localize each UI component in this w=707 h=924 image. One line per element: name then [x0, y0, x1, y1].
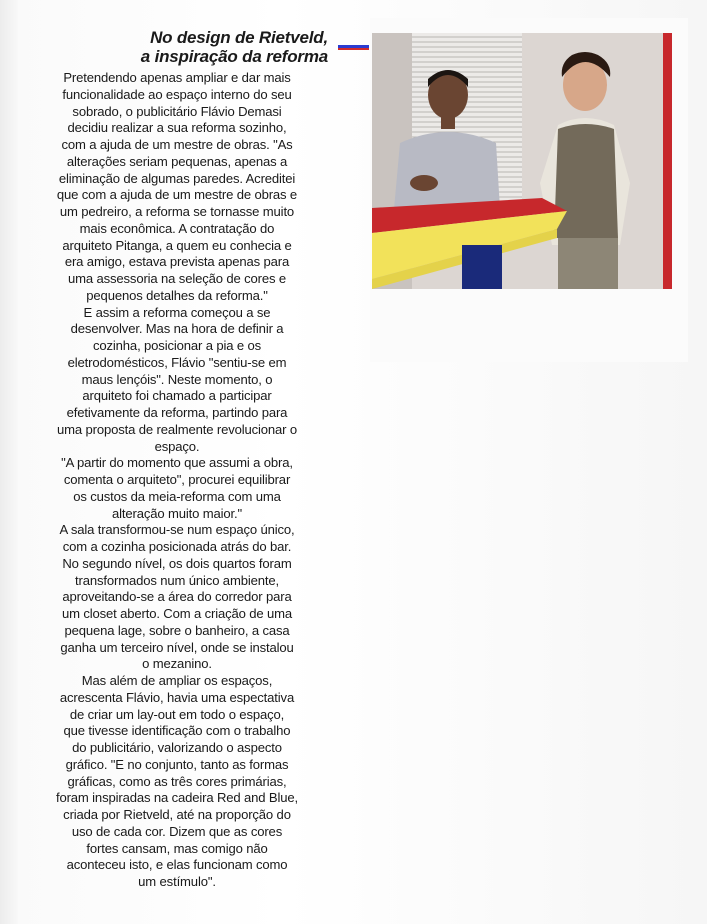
body-line: uma proposta de realmente revolucionar o: [56, 421, 297, 437]
body-line: com a cozinha posicionada atrás do bar.: [62, 539, 292, 554]
article-body: [20, 70, 334, 891]
body-line: decidiu realizar a sua reforma sozinho,: [67, 120, 287, 136]
body-line: maus lençóis". Neste momento, o: [81, 371, 273, 387]
photo-illustration: [372, 33, 672, 289]
body-line: eletrodomésticos, Flávio "sentiu-se em: [67, 354, 287, 370]
body-line: do publicitário, valorizando o aspecto: [72, 740, 282, 755]
body-line: efetivamente da reforma, partindo para: [66, 405, 288, 420]
body-line: alteração muito maior.": [111, 505, 242, 521]
body-line: fortes cansam, mas comigo não: [86, 840, 268, 856]
body-line: acrescenta Flávio, havia uma espectativa: [59, 689, 295, 705]
body-line: uso de cada cor. Dizem que as cores: [71, 823, 283, 839]
article-photo: [372, 33, 672, 289]
body-line: de criar um lay-out em todo o espaço,: [69, 706, 285, 722]
body-line: com a ajuda de um mestre de obras. "As: [61, 137, 293, 152]
body-line: que com a ajuda de um mestre de obras e: [56, 187, 298, 203]
body-line: cozinha, posicionar a pia e os: [92, 338, 261, 353]
body-line: alterações seriam pequenas, apenas a: [66, 153, 288, 169]
body-line: pequena lage, sobre o banheiro, a casa: [64, 622, 290, 638]
body-line: uma assessoria na seleção de cores e: [67, 271, 287, 286]
body-line: foram inspiradas na cadeira Red and Blue,: [55, 790, 299, 806]
body-line: espaço.: [154, 438, 200, 454]
article-headline: [60, 28, 328, 66]
body-line: A sala transformou-se num espaço único,: [59, 522, 295, 538]
body-line: arquiteto foi chamado a participar: [82, 388, 272, 404]
body-line: gráficas, como as três cores primárias,: [67, 773, 287, 789]
body-line: um closet aberto. Com a criação de uma: [61, 606, 293, 621]
body-line: E assim a reforma começou a se: [83, 304, 271, 320]
headline-line-1: No design de Rietveld,: [150, 28, 328, 47]
body-line: desenvolver. Mas na hora de definir a: [70, 321, 284, 337]
body-line: mais econômica. A contratação do: [79, 220, 275, 236]
body-line: os custos da meia-reforma com uma: [73, 488, 281, 504]
body-line: comenta o arquiteto", procurei equilibrar: [63, 472, 291, 487]
body-line: aconteceu isto, e elas funcionam como: [66, 857, 288, 873]
body-line: arquiteto Pitanga, a quem eu conhecia e: [62, 237, 292, 253]
body-line: transformados num único ambiente,: [75, 572, 279, 588]
body-line: Pretendendo apenas ampliar e dar mais: [63, 70, 291, 85]
body-line: funcionalidade ao espaço interno do seu: [62, 86, 292, 102]
headline-line-2: a inspiração da reforma: [140, 47, 328, 66]
page-edge: [0, 0, 18, 924]
body-line: o mezanino.: [142, 656, 212, 672]
body-line: sobrado, o publicitário Flávio Demasi: [72, 103, 282, 119]
body-line: um pedreiro, a reforma se tornasse muito: [59, 204, 295, 219]
body-line: "A partir do momento que assumi a obra,: [61, 455, 293, 471]
body-line: era amigo, estava prevista apenas para: [64, 254, 290, 270]
body-line: gráfico. "E no conjunto, tanto as formas: [65, 756, 289, 772]
body-line: aproveitando-se a área do corredor para: [62, 589, 292, 605]
body-line: No segundo nível, os dois quartos foram: [62, 555, 292, 571]
body-line: um estímulo".: [138, 874, 216, 889]
title-accent-bar: [338, 45, 369, 50]
body-line: Mas além de ampliar os espaços,: [81, 673, 273, 688]
body-line: ganha um terceiro nível, onde se instalou: [60, 639, 294, 655]
body-line: criada por Rietveld, até na proporção do: [63, 807, 291, 822]
body-line: eliminação de algumas paredes. Acreditei: [58, 170, 296, 186]
body-line: que tivesse identificação com o trabalho: [63, 723, 291, 739]
body-line: pequenos detalhes da reforma.": [86, 287, 268, 303]
